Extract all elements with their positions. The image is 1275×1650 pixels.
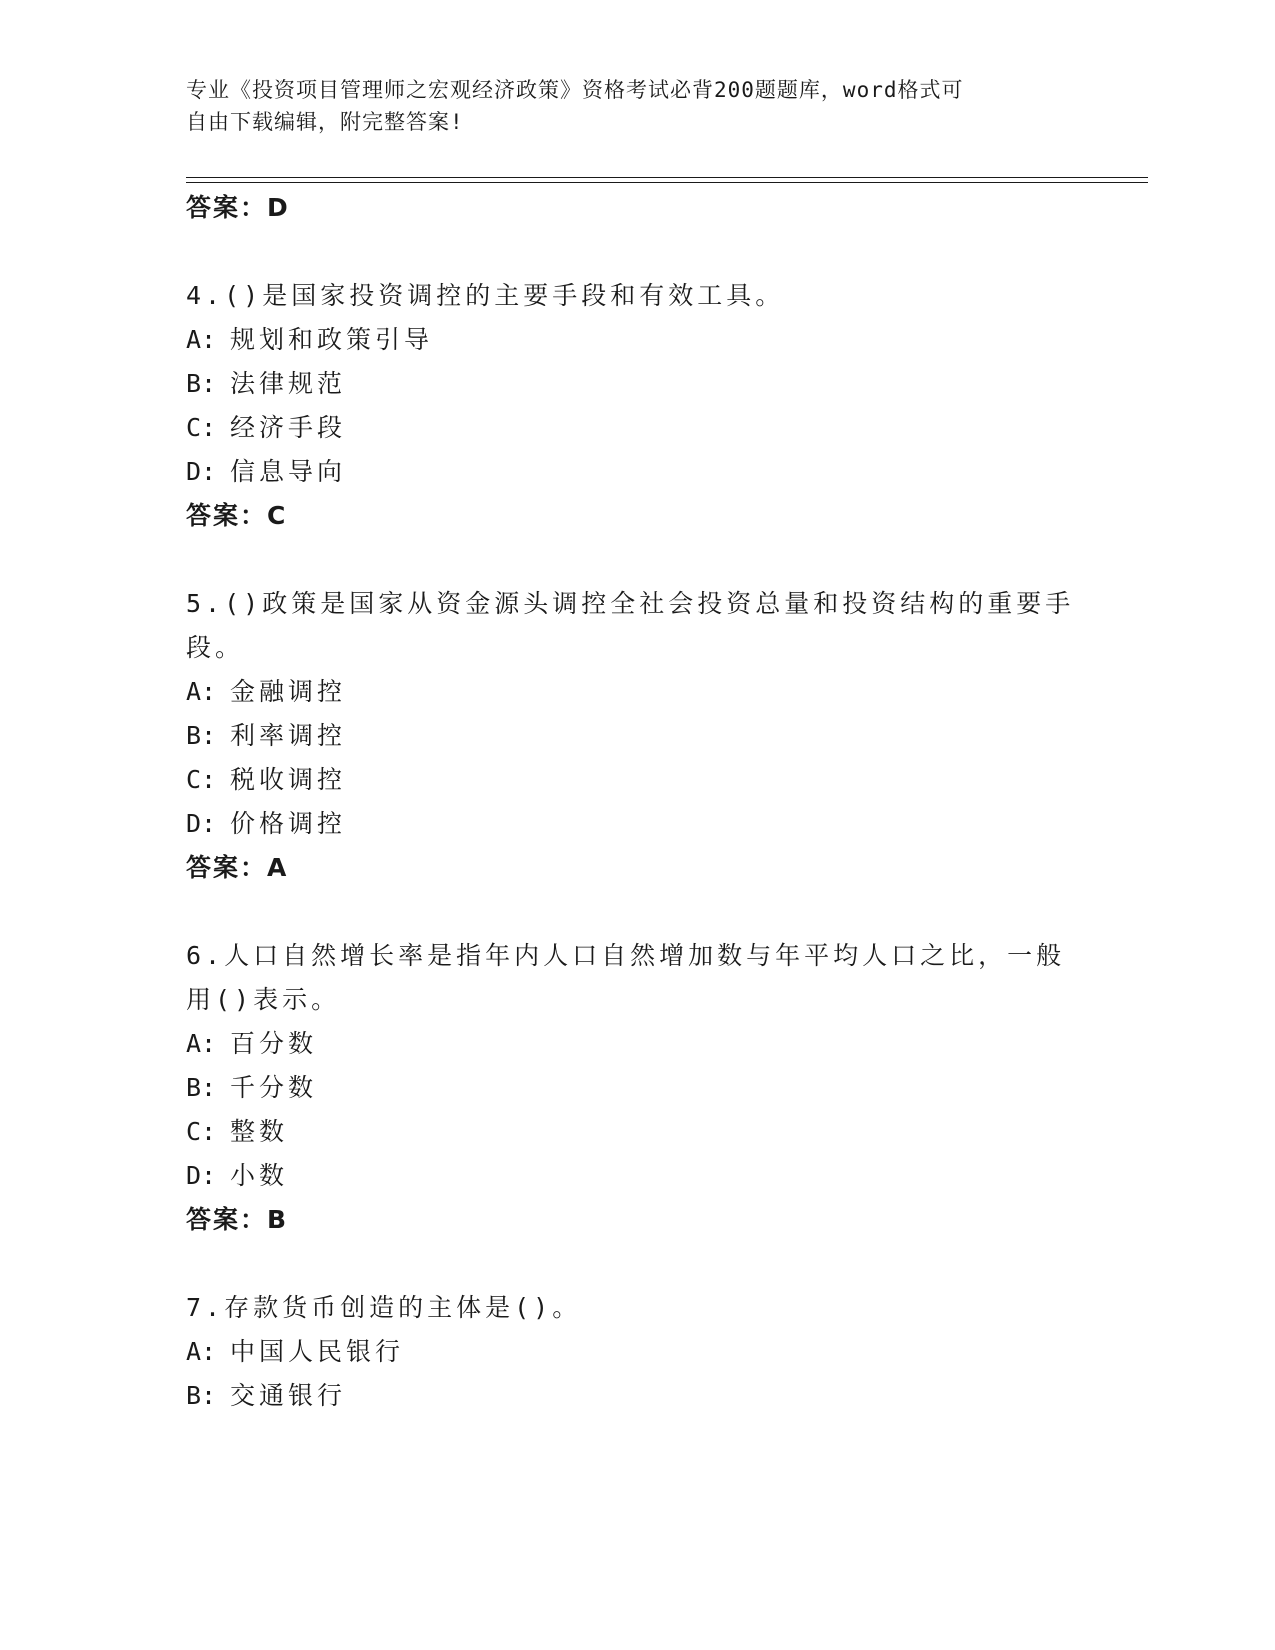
- option-letter: A:: [186, 677, 217, 706]
- question-5-option-a: [186, 670, 346, 714]
- option-letter: B:: [186, 1073, 217, 1102]
- option-text: 法律规范: [230, 369, 347, 398]
- question-4-option-d: [186, 450, 346, 494]
- header-intro-line2: 自由下载编辑，附完整答案!: [186, 110, 464, 134]
- question-5-option-b: [186, 714, 346, 758]
- option-text: 百分数: [230, 1029, 318, 1058]
- option-letter: D:: [186, 809, 217, 838]
- option-text: 金融调控: [230, 677, 347, 706]
- question-5-answer: 答案：A: [186, 853, 289, 882]
- option-letter: B:: [186, 1381, 217, 1410]
- document-header: [186, 74, 1066, 138]
- header-divider-bottom: [186, 182, 1148, 183]
- option-letter: B:: [186, 721, 217, 750]
- question-6-option-a: [186, 1022, 317, 1066]
- option-text: 整数: [230, 1117, 289, 1146]
- option-letter: D:: [186, 1161, 217, 1190]
- question-6-stem-line2: 用()表示。: [186, 985, 341, 1014]
- option-text: 信息导向: [230, 457, 347, 486]
- option-text: 规划和政策引导: [230, 325, 434, 354]
- previous-answer: 答案：D: [186, 193, 290, 222]
- option-letter: C:: [186, 1117, 217, 1146]
- option-text: 价格调控: [230, 809, 347, 838]
- question-4-answer: 答案：C: [186, 501, 288, 530]
- question-7-stem: 7.存款货币创造的主体是()。: [186, 1293, 582, 1322]
- question-7-option-b: [186, 1374, 346, 1418]
- option-letter: C:: [186, 413, 217, 442]
- question-6-answer: 答案：B: [186, 1205, 289, 1234]
- question-6-stem-line1: 6.人口自然增长率是指年内人口自然增加数与年平均人口之比，一般: [186, 941, 1066, 970]
- question-6-option-d: [186, 1154, 288, 1198]
- question-4-stem: 4.()是国家投资调控的主要手段和有效工具。: [186, 281, 785, 310]
- option-text: 小数: [230, 1161, 289, 1190]
- header-divider-top: [186, 177, 1148, 178]
- option-letter: A:: [186, 1029, 217, 1058]
- option-text: 税收调控: [230, 765, 347, 794]
- question-5-stem-line1: 5.()政策是国家从资金源头调控全社会投资总量和投资结构的重要手: [186, 589, 1075, 618]
- header-intro-line1: 专业《投资项目管理师之宏观经济政策》资格考试必背200题题库，word格式可: [186, 78, 964, 102]
- question-5-option-d: [186, 802, 346, 846]
- question-7-option-a: [186, 1330, 404, 1374]
- question-5-stem-line2: 段。: [186, 633, 245, 662]
- option-letter: D:: [186, 457, 217, 486]
- option-text: 经济手段: [230, 413, 347, 442]
- option-letter: B:: [186, 369, 217, 398]
- question-5-option-c: [186, 758, 346, 802]
- option-letter: A:: [186, 325, 217, 354]
- option-text: 千分数: [230, 1073, 318, 1102]
- option-text: 中国人民银行: [230, 1337, 405, 1366]
- option-letter: C:: [186, 765, 217, 794]
- option-text: 利率调控: [230, 721, 347, 750]
- question-6-option-c: [186, 1110, 288, 1154]
- question-4-option-a: [186, 318, 433, 362]
- question-4-option-c: [186, 406, 346, 450]
- option-letter: A:: [186, 1337, 217, 1366]
- question-4-option-b: [186, 362, 346, 406]
- question-6-option-b: [186, 1066, 317, 1110]
- option-text: 交通银行: [230, 1381, 347, 1410]
